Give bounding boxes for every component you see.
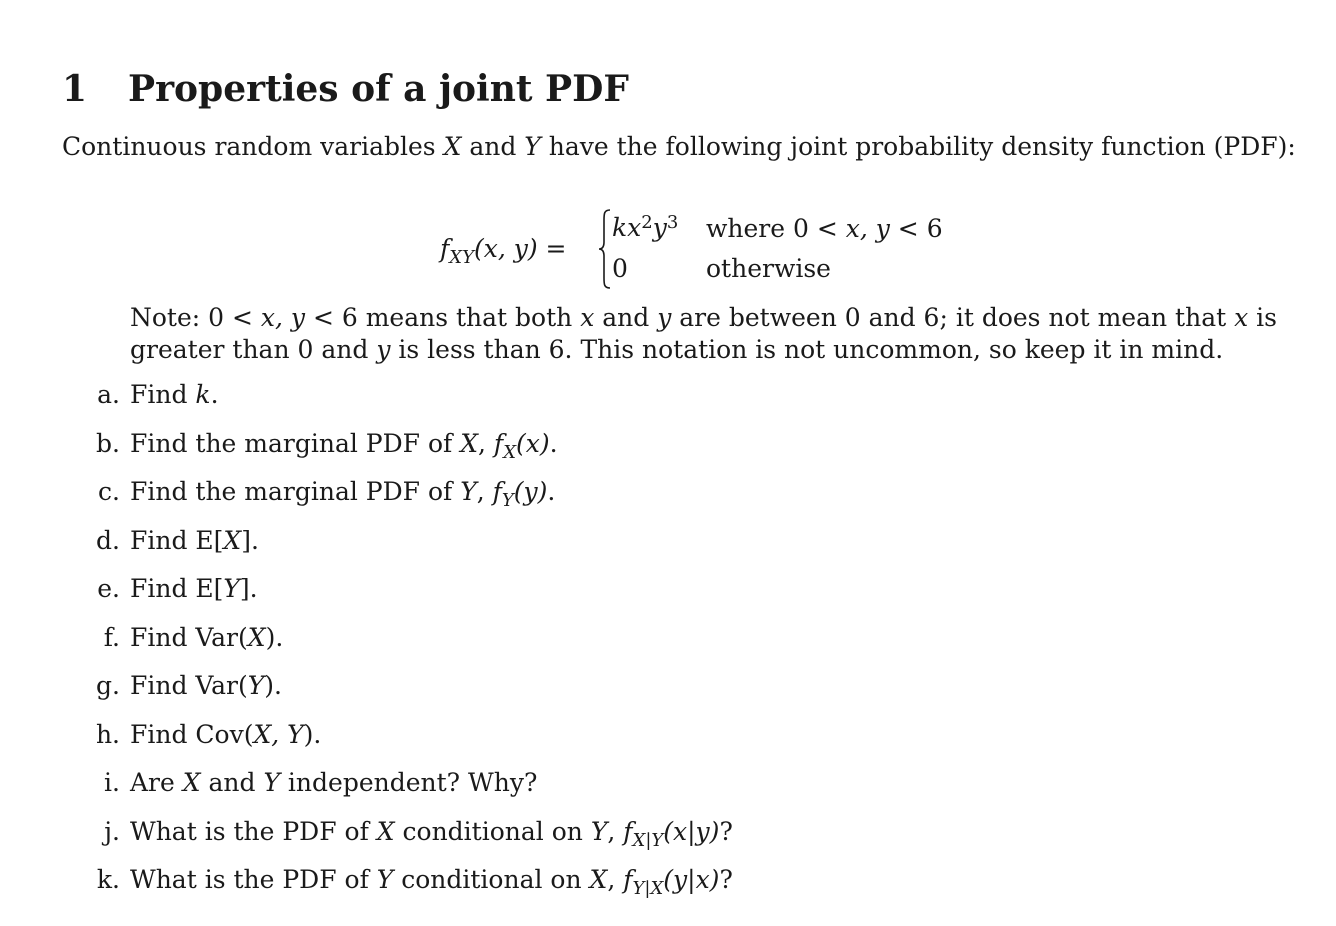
case-2-condition: otherwise <box>706 254 831 283</box>
case-1-value: $kx^2y^3$ <box>612 212 679 243</box>
question-g: g. Find Var(Y). <box>96 671 282 700</box>
intro-paragraph: Continuous random variables X and Y have the following joint probability density function (PDF): <box>62 132 1296 161</box>
case-1-condition: where 0 < x, y < 6 <box>706 214 943 243</box>
question-list <box>80 380 733 914</box>
question-i: i. Are X and Y independent? Why? <box>104 768 538 797</box>
section-title: Properties of a joint PDF <box>128 68 629 111</box>
question-d: d. Find E[X]. <box>96 525 259 555</box>
question-c: c. Find the marginal PDF of Y, $f_Y(y)$. <box>98 477 556 511</box>
section-heading <box>62 68 629 110</box>
note-line-1: Note: 0 < x, y < 6 means that both x and y are between 0 and 6; it does not mean that x is <box>130 303 1277 332</box>
section-number: 1 <box>62 68 88 111</box>
question-e: e. Find E[Y]. <box>97 574 258 603</box>
question-h: h. Find Cov(X, Y). <box>95 719 322 749</box>
question-a: a. Find k. <box>97 380 219 409</box>
brace-symbol <box>598 208 612 290</box>
joint-pdf-equation <box>440 204 960 292</box>
question-b: b. Find the marginal PDF of X, $f_X(x)$. <box>96 428 558 463</box>
equation-lhs: $f_{XY}(x$, y) = <box>440 234 567 268</box>
case-2-value: 0 <box>612 254 628 283</box>
question-f: f. Find Var(X). <box>103 622 284 652</box>
note-paragraph <box>130 302 1277 366</box>
question-j: j. What is the PDF of X conditional on Y, $f_{X|Y}(x|y)$? <box>104 816 733 851</box>
note-line-2: greater than 0 and y is less than 6. This notation is not uncommon, so keep it in mind. <box>130 335 1224 364</box>
question-k: k. What is the PDF of Y conditional on X, $f_{Y|X}(y|x)$? <box>96 865 733 899</box>
